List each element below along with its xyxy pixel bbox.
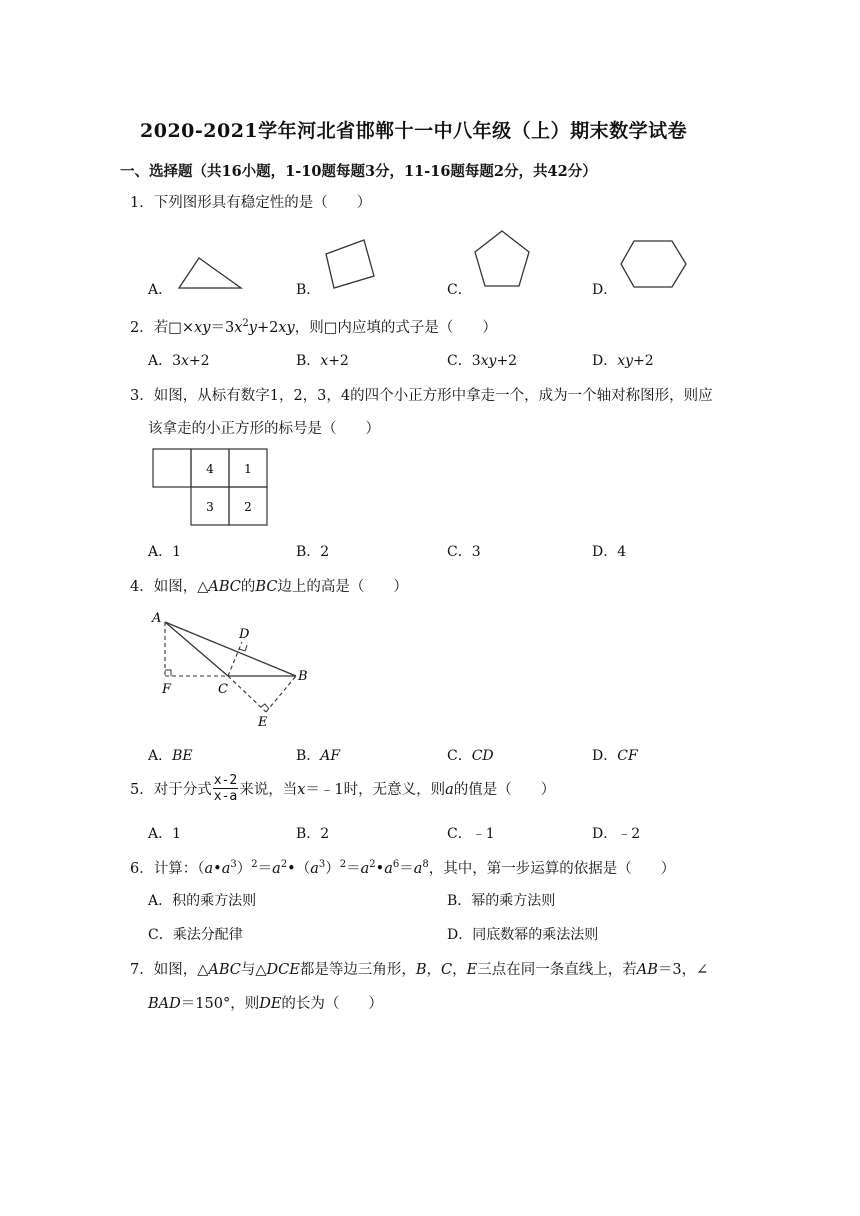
- point-label-a: A: [152, 611, 162, 626]
- question-1: 1．下列图形具有稳定性的是（ ）: [130, 195, 372, 211]
- q4-triangle-heights-figure: [148, 606, 318, 730]
- q6-option-a: A．积的乘方法则: [148, 893, 257, 909]
- q3-option-d: D．4: [592, 544, 627, 560]
- q3-option-c: C．3: [447, 544, 481, 560]
- q1-triangle-shape: [175, 252, 245, 292]
- point-label-f: F: [162, 682, 172, 697]
- q1-hexagon-shape: [618, 238, 688, 290]
- q4-option-c: C．CD: [447, 748, 494, 764]
- question-6: 6．计算：$(a•a^3)^2=a^2•(a^3)^2=a^2•a^6=a^8$，其中，第一步运算的依据是（ ）: [130, 859, 676, 877]
- q1-option-a: A．: [148, 282, 173, 298]
- q5-option-c: C．﹣1: [447, 826, 495, 842]
- question-3-line-2: 该拿走的小正方形的标号是（ ）: [148, 421, 380, 437]
- q6-option-d: D．同底数幂的乘法法则: [447, 927, 599, 943]
- q2-option-a: A．3x+2: [148, 353, 210, 369]
- q1-option-c: C．: [447, 282, 472, 298]
- point-label-b: B: [298, 669, 308, 684]
- q6-option-c: C．乘法分配律: [148, 927, 243, 943]
- grid-label-1: 1: [244, 462, 252, 476]
- question-3-line-1: 3．如图，从标有数字1，2，3，4的四个小正方形中拿走一个，成为一个轴对称图形，则应: [130, 388, 713, 404]
- q1-option-b: B．: [296, 282, 321, 298]
- q2-option-d: D．xy+2: [592, 353, 654, 369]
- q3-option-b: B．2: [296, 544, 330, 560]
- question-2: 2．若$□\times xy=3x^2y+2xy$，则□内应填的式子是（ ）: [130, 318, 497, 336]
- q3-square-grid-figure: [152, 448, 270, 528]
- q5-option-a: A．1: [148, 826, 182, 842]
- q4-option-a: A．BE: [148, 748, 193, 764]
- point-label-e: E: [258, 715, 268, 730]
- question-7-line-2: BAD＝150°，则DE的长为（ ）: [148, 996, 383, 1012]
- question-4: 4．如图，△ABC的BC边上的高是（ ）: [130, 579, 408, 595]
- grid-label-4: 4: [206, 462, 214, 476]
- q2-option-c: C．3xy+2: [447, 353, 518, 369]
- point-label-c: C: [218, 682, 228, 697]
- q1-pentagon-shape: [472, 228, 532, 290]
- q4-option-d: D．CF: [592, 748, 638, 764]
- page-title: 2020-2021学年河北省邯郸十一中八年级（上）期末数学试卷: [140, 120, 688, 142]
- q6-option-b: B．幂的乘方法则: [447, 893, 556, 909]
- q1-quadrilateral-shape: [320, 236, 378, 292]
- point-label-d: D: [239, 627, 250, 642]
- grid-label-3: 3: [206, 500, 214, 514]
- q5-option-b: B．2: [296, 826, 330, 842]
- section-heading: 一、选择题（共16小题，1-10题每题3分，11-16题每题2分，共42分）: [120, 163, 597, 180]
- grid-label-2: 2: [244, 500, 252, 514]
- fraction: $\frac{x-2}{x-a}$: [213, 773, 238, 804]
- question-7-line-1: 7．如图，△ABC与△DCE都是等边三角形，B，C，E三点在同一条直线上，若AB＝3，∠: [130, 962, 709, 978]
- q4-option-b: B．AF: [296, 748, 341, 764]
- question-5: 5．对于分式 $\frac{x-2}{x-a}$ 来说，当x＝﹣1时，无意义，则a的值是（ ）: [130, 773, 556, 804]
- q1-option-d: D．: [592, 282, 618, 298]
- q5-option-d: D．﹣2: [592, 826, 641, 842]
- q2-option-b: B．x+2: [296, 353, 349, 369]
- q3-option-a: A．1: [148, 544, 182, 560]
